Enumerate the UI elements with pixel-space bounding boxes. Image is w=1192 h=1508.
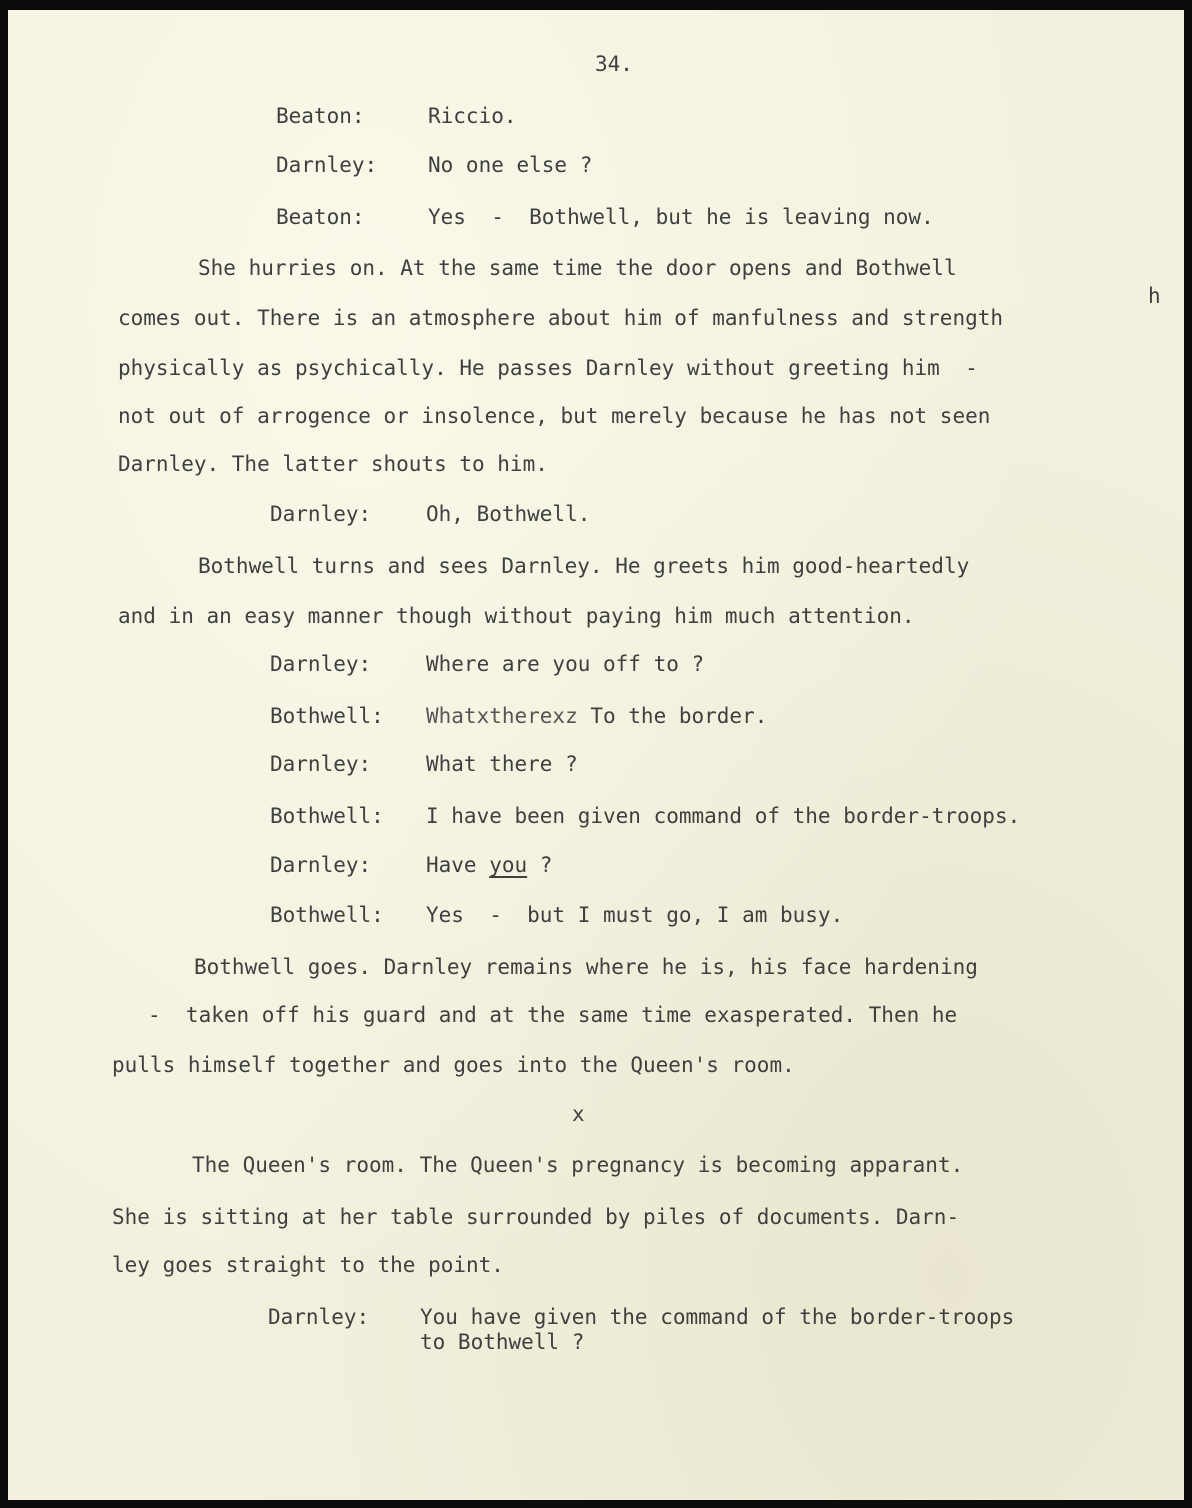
speaker-name: Darnley: [270, 752, 372, 776]
narrative-line: Bothwell goes. Darnley remains where he is, his face hardening [194, 955, 978, 979]
narrative-line: ley goes straight to the point. [112, 1253, 504, 1277]
narrative-line: The Queen's room. The Queen's pregnancy is becoming apparant. [192, 1153, 964, 1177]
dialogue-line: Oh, Bothwell. [426, 502, 591, 526]
dialogue-line [426, 704, 767, 728]
speaker-name: Beaton: [276, 104, 365, 128]
speaker-name: Darnley: [276, 153, 378, 177]
speaker-name: Bothwell: [270, 903, 384, 927]
dialogue-line: You have given the command of the border-troops [420, 1305, 1015, 1329]
narrative-line: She hurries on. At the same time the door opens and Bothwell [198, 256, 957, 280]
page-number: 34. [595, 52, 633, 76]
narrative-line: Bothwell turns and sees Darnley. He greets him good-heartedly [198, 554, 970, 578]
narrative-line: - taken off his guard and at the same time exasperated. Then he [148, 1003, 958, 1027]
dialogue-line-continued: to Bothwell ? [420, 1330, 585, 1354]
narrative-line: She is sitting at her table surrounded by piles of documents. Darn- [112, 1205, 960, 1229]
speaker-name: Bothwell: [270, 704, 384, 728]
dialogue-line: Yes - Bothwell, but he is leaving now. [428, 205, 934, 229]
underlined-word: you [489, 853, 528, 877]
narrative-line: pulls himself together and goes into the Queen's room. [112, 1053, 795, 1077]
struck-through-text: Whatxtherexz [426, 704, 578, 728]
dialogue-line-text: To the border. [577, 704, 768, 728]
speaker-name: Beaton: [276, 205, 365, 229]
speaker-name: Darnley: [270, 853, 372, 877]
speaker-name: Darnley: [270, 502, 372, 526]
speaker-name: Darnley: [268, 1305, 370, 1329]
handwritten-correction: h [1148, 284, 1161, 308]
narrative-line: and in an easy manner though without paying him much attention. [118, 604, 915, 628]
dialogue-line [426, 853, 552, 877]
speaker-name: Bothwell: [270, 804, 384, 828]
speaker-name: Darnley: [270, 652, 372, 676]
narrative-line: physically as psychically. He passes Darnley without greeting him - [118, 356, 978, 380]
narrative-line: Darnley. The latter shouts to him. [118, 452, 548, 476]
narrative-line: comes out. There is an atmosphere about him of manfulness and strength [118, 306, 1004, 330]
dialogue-line: Yes - but I must go, I am busy. [426, 903, 844, 927]
dialogue-line-pre: Have [426, 853, 490, 877]
dialogue-line: Riccio. [428, 104, 517, 128]
scene-separator: x [572, 1102, 585, 1126]
dialogue-line-post: ? [527, 853, 553, 877]
typescript-page [8, 10, 1184, 1500]
dialogue-line: What there ? [426, 752, 578, 776]
dialogue-line: I have been given command of the border-troops. [426, 804, 1021, 828]
narrative-line: not out of arrogence or insolence, but merely because he has not seen [118, 404, 991, 428]
dialogue-line: No one else ? [428, 153, 593, 177]
dialogue-line: Where are you off to ? [426, 652, 705, 676]
